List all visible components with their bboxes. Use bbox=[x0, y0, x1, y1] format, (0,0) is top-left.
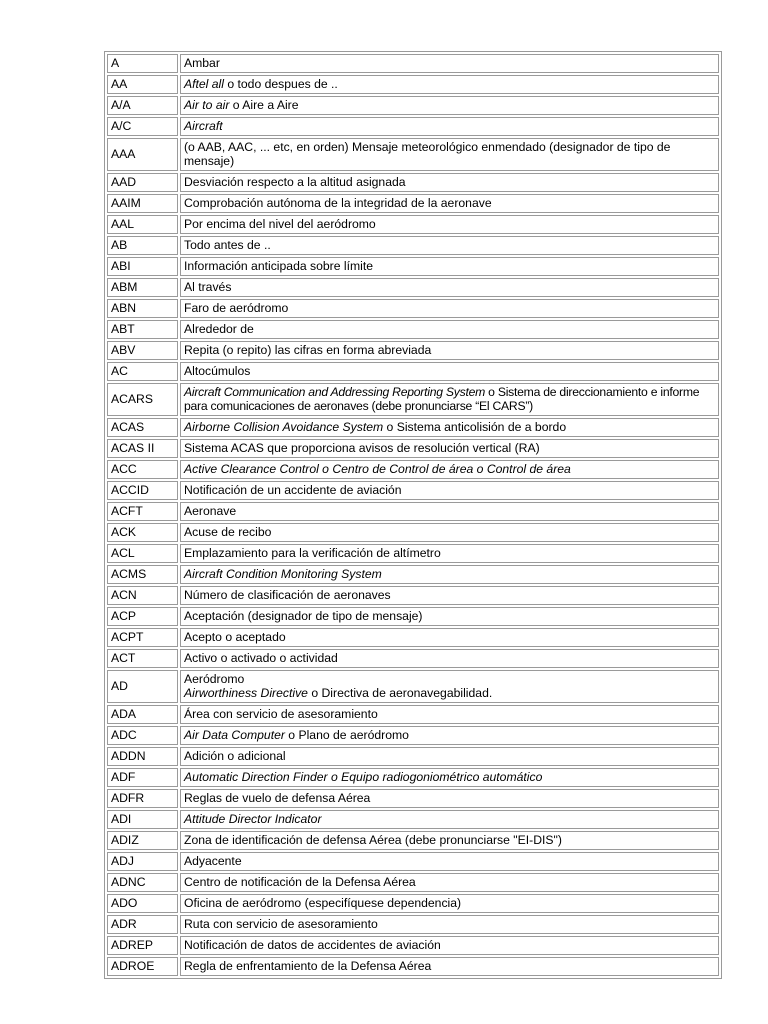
abbreviation-cell: ACK bbox=[107, 523, 178, 542]
meaning-cell bbox=[180, 299, 719, 318]
table-row bbox=[107, 628, 719, 647]
glossary-table-frame bbox=[104, 51, 722, 979]
meaning-cell bbox=[180, 173, 719, 192]
meaning-text-italic: Aftel all bbox=[184, 77, 224, 91]
meaning-cell bbox=[180, 705, 719, 724]
meaning-text: Adición o adicional bbox=[184, 749, 286, 763]
abbreviation-cell: AA bbox=[107, 75, 178, 94]
meaning-text-italic: Aircraft bbox=[184, 119, 223, 133]
table-row bbox=[107, 726, 719, 745]
meaning-cell bbox=[180, 481, 719, 500]
meaning-text: Acepto o aceptado bbox=[184, 630, 286, 644]
meaning-cell bbox=[180, 418, 719, 437]
abbreviation-cell: ADNC bbox=[107, 873, 178, 892]
meaning-cell bbox=[180, 236, 719, 255]
meaning-text: Número de clasificación de aeronaves bbox=[184, 588, 391, 602]
meaning-text: Adyacente bbox=[184, 854, 242, 868]
meaning-cell bbox=[180, 565, 719, 584]
abbreviation-cell: ACL bbox=[107, 544, 178, 563]
table-row bbox=[107, 747, 719, 766]
meaning-text: Comprobación autónoma de la integridad de la aeronave bbox=[184, 196, 492, 210]
meaning-text-italic: Airworthiness Directive bbox=[184, 686, 308, 700]
meaning-cell bbox=[180, 96, 719, 115]
meaning-text: Aceptación (designador de tipo de mensaje) bbox=[184, 609, 423, 623]
meaning-cell bbox=[180, 439, 719, 458]
abbreviation-cell: ACCID bbox=[107, 481, 178, 500]
meaning-cell bbox=[180, 502, 719, 521]
table-row bbox=[107, 362, 719, 381]
meaning-cell bbox=[180, 768, 719, 787]
meaning-cell bbox=[180, 789, 719, 808]
table-row bbox=[107, 138, 719, 171]
table-row bbox=[107, 215, 719, 234]
table-row bbox=[107, 278, 719, 297]
meaning-text: Regla de enfrentamiento de la Defensa Aérea bbox=[184, 959, 432, 973]
meaning-cell bbox=[180, 362, 719, 381]
abbreviation-cell: ABM bbox=[107, 278, 178, 297]
meaning-text: Reglas de vuelo de defensa Aérea bbox=[184, 791, 371, 805]
meaning-text: Desviación respecto a la altitud asignada bbox=[184, 175, 406, 189]
meaning-text: Activo o activado o actividad bbox=[184, 651, 338, 665]
table-row bbox=[107, 194, 719, 213]
abbreviation-cell: A/C bbox=[107, 117, 178, 136]
abbreviation-cell: ADJ bbox=[107, 852, 178, 871]
meaning-cell bbox=[180, 523, 719, 542]
abbreviation-cell: ACN bbox=[107, 586, 178, 605]
meaning-cell bbox=[180, 278, 719, 297]
meaning-cell bbox=[180, 586, 719, 605]
abbreviation-cell: ADDN bbox=[107, 747, 178, 766]
meaning-cell bbox=[180, 726, 719, 745]
meaning-cell bbox=[180, 75, 719, 94]
meaning-cell bbox=[180, 936, 719, 955]
abbreviation-cell: ADR bbox=[107, 915, 178, 934]
table-row bbox=[107, 649, 719, 668]
meaning-text: Notificación de datos de accidentes de aviación bbox=[184, 938, 441, 952]
table-row bbox=[107, 607, 719, 626]
abbreviation-cell: ADO bbox=[107, 894, 178, 913]
abbreviation-cell: ADI bbox=[107, 810, 178, 829]
meaning-text: Aeródromo bbox=[184, 672, 245, 686]
table-row bbox=[107, 705, 719, 724]
abbreviation-cell: ADC bbox=[107, 726, 178, 745]
meaning-text-italic: Airborne Collision Avoidance System bbox=[184, 420, 384, 434]
meaning-text: o Aire a Aire bbox=[229, 98, 299, 112]
table-row bbox=[107, 670, 719, 703]
meaning-cell bbox=[180, 628, 719, 647]
table-row bbox=[107, 299, 719, 318]
abbreviation-cell: ADFR bbox=[107, 789, 178, 808]
meaning-text: o todo despues de .. bbox=[223, 77, 338, 91]
meaning-text: Sistema ACAS que proporciona avisos de resolución vertical (RA) bbox=[184, 441, 540, 455]
meaning-text: Altocúmulos bbox=[184, 364, 251, 378]
abbreviation-cell: ACFT bbox=[107, 502, 178, 521]
table-row bbox=[107, 768, 719, 787]
abbreviation-cell: ABT bbox=[107, 320, 178, 339]
table-row bbox=[107, 439, 719, 458]
meaning-text: Acuse de recibo bbox=[184, 525, 272, 539]
meaning-cell bbox=[180, 831, 719, 850]
table-row bbox=[107, 915, 719, 934]
abbreviation-cell: ACMS bbox=[107, 565, 178, 584]
meaning-cell bbox=[180, 649, 719, 668]
meaning-text: o Directiva de aeronavegabilidad. bbox=[307, 686, 493, 700]
meaning-text: Zona de identificación de defensa Aérea (debe pronunciarse "EI-DIS") bbox=[184, 833, 562, 847]
abbreviation-cell: A/A bbox=[107, 96, 178, 115]
meaning-cell bbox=[180, 810, 719, 829]
table-row bbox=[107, 418, 719, 437]
table-row bbox=[107, 936, 719, 955]
table-row bbox=[107, 831, 719, 850]
table-row bbox=[107, 810, 719, 829]
meaning-text: Ruta con servicio de asesoramiento bbox=[184, 917, 378, 931]
meaning-cell bbox=[180, 383, 719, 416]
table-row bbox=[107, 502, 719, 521]
abbreviation-cell: AAA bbox=[107, 138, 178, 171]
abbreviation-cell: ABI bbox=[107, 257, 178, 276]
abbreviation-cell: ACAS bbox=[107, 418, 178, 437]
meaning-cell bbox=[180, 670, 719, 703]
meaning-text-italic: Aircraft Condition Monitoring System bbox=[184, 567, 382, 581]
meaning-text: Faro de aeródromo bbox=[184, 301, 289, 315]
meaning-cell bbox=[180, 215, 719, 234]
abbreviation-cell: ADIZ bbox=[107, 831, 178, 850]
abbreviation-cell: AD bbox=[107, 670, 178, 703]
table-row bbox=[107, 481, 719, 500]
table-row bbox=[107, 544, 719, 563]
meaning-cell bbox=[180, 873, 719, 892]
meaning-cell bbox=[180, 194, 719, 213]
meaning-text: Oficina de aeródromo (especifíquese dependencia) bbox=[184, 896, 462, 910]
meaning-text-italic: Air Data Computer bbox=[184, 728, 285, 742]
abbreviation-cell: ACARS bbox=[107, 383, 178, 416]
meaning-text-italic: Air to air bbox=[184, 98, 230, 112]
abbreviation-cell: ACP bbox=[107, 607, 178, 626]
meaning-cell bbox=[180, 117, 719, 136]
abbreviation-cell: ADA bbox=[107, 705, 178, 724]
abbreviation-cell: ADREP bbox=[107, 936, 178, 955]
meaning-text: Notificación de un accidente de aviación bbox=[184, 483, 402, 497]
meaning-cell bbox=[180, 544, 719, 563]
abbreviation-cell: ACC bbox=[107, 460, 178, 479]
abbreviation-cell: ACT bbox=[107, 649, 178, 668]
meaning-text: Todo antes de .. bbox=[184, 238, 271, 252]
meaning-text: o Plano de aeródromo bbox=[284, 728, 409, 742]
meaning-cell bbox=[180, 138, 719, 171]
meaning-text: o Sistema de direccionamiento e informe para comunicaciones de aeronaves (debe pronunciarse “El CARS”) bbox=[184, 385, 700, 413]
abbreviation-cell: ADROE bbox=[107, 957, 178, 976]
meaning-cell bbox=[180, 747, 719, 766]
abbreviation-cell: ABN bbox=[107, 299, 178, 318]
meaning-cell bbox=[180, 957, 719, 976]
abbreviation-cell: AAL bbox=[107, 215, 178, 234]
abbreviation-cell: ADF bbox=[107, 768, 178, 787]
glossary-table-body bbox=[107, 54, 719, 976]
meaning-text: Emplazamiento para la verificación de altímetro bbox=[184, 546, 441, 560]
table-row bbox=[107, 117, 719, 136]
meaning-text: Alrededor de bbox=[184, 322, 254, 336]
abbreviation-cell: ABV bbox=[107, 341, 178, 360]
table-row bbox=[107, 341, 719, 360]
meaning-text: o Sistema anticolisión de a bordo bbox=[383, 420, 567, 434]
table-row bbox=[107, 257, 719, 276]
meaning-cell bbox=[180, 341, 719, 360]
table-row bbox=[107, 383, 719, 416]
abbreviation-cell: AB bbox=[107, 236, 178, 255]
meaning-cell bbox=[180, 460, 719, 479]
abbreviation-cell: A bbox=[107, 54, 178, 73]
meaning-cell bbox=[180, 607, 719, 626]
meaning-text-italic: Automatic Direction Finder o Equipo radiogoniométrico automático bbox=[184, 770, 543, 784]
meaning-text-italic: Aircraft Communication and Addressing Reporting System bbox=[184, 385, 486, 399]
table-row bbox=[107, 173, 719, 192]
meaning-text: Área con servicio de asesoramiento bbox=[184, 707, 378, 721]
meaning-cell bbox=[180, 54, 719, 73]
meaning-text: Aeronave bbox=[184, 504, 237, 518]
table-row bbox=[107, 320, 719, 339]
table-row bbox=[107, 957, 719, 976]
meaning-text: Ambar bbox=[184, 56, 220, 70]
meaning-text: Al través bbox=[184, 280, 232, 294]
table-row bbox=[107, 894, 719, 913]
abbreviation-cell: AAD bbox=[107, 173, 178, 192]
meaning-cell bbox=[180, 852, 719, 871]
abbreviation-cell: AAIM bbox=[107, 194, 178, 213]
table-row bbox=[107, 236, 719, 255]
table-row bbox=[107, 54, 719, 73]
abbreviation-cell: ACAS II bbox=[107, 439, 178, 458]
table-row bbox=[107, 75, 719, 94]
meaning-text: Por encima del nivel del aeródromo bbox=[184, 217, 376, 231]
meaning-cell bbox=[180, 257, 719, 276]
meaning-cell bbox=[180, 915, 719, 934]
table-row bbox=[107, 852, 719, 871]
table-row bbox=[107, 565, 719, 584]
table-row bbox=[107, 523, 719, 542]
meaning-text-italic: Attitude Director Indicator bbox=[184, 812, 322, 826]
meaning-cell bbox=[180, 894, 719, 913]
meaning-text: Centro de notificación de la Defensa Aérea bbox=[184, 875, 416, 889]
table-row bbox=[107, 873, 719, 892]
abbreviation-cell: AC bbox=[107, 362, 178, 381]
table-row bbox=[107, 460, 719, 479]
meaning-text: (o AAB, AAC, ... etc, en orden) Mensaje meteorológico enmendado (designador de tipo de mensaje) bbox=[184, 140, 671, 168]
meaning-text-italic: Active Clearance Control o Centro de Control de área o Control de área bbox=[184, 462, 571, 476]
glossary-table bbox=[105, 52, 721, 978]
table-row bbox=[107, 96, 719, 115]
meaning-text: Repita (o repito) las cifras en forma abreviada bbox=[184, 343, 432, 357]
meaning-text: Información anticipada sobre límite bbox=[184, 259, 374, 273]
abbreviation-cell: ACPT bbox=[107, 628, 178, 647]
table-row bbox=[107, 789, 719, 808]
table-row bbox=[107, 586, 719, 605]
meaning-cell bbox=[180, 320, 719, 339]
